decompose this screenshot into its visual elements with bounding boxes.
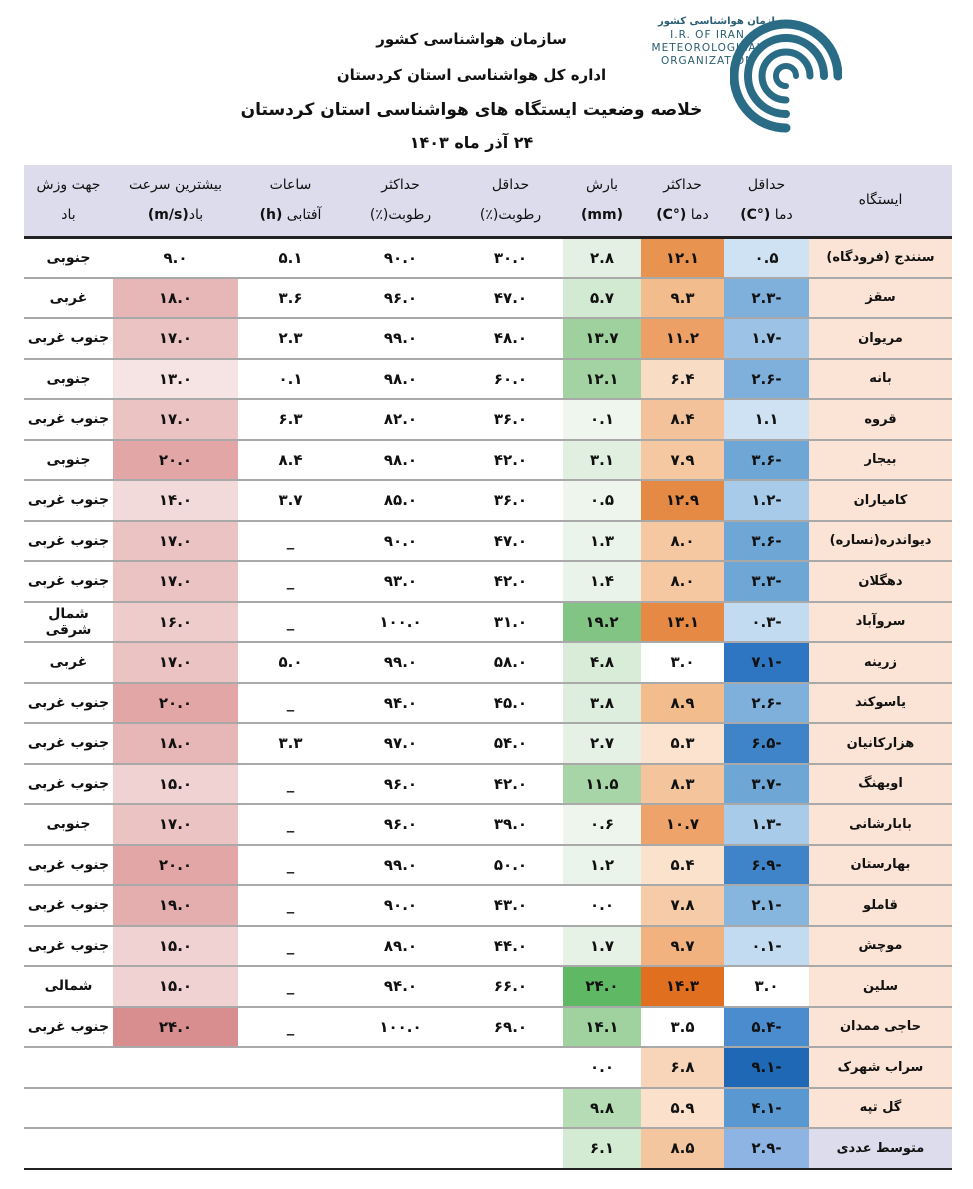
table-row (24, 440, 952, 481)
precipitation-cell: ۱۳.۷ (563, 318, 641, 359)
max-temp-cell: ۳.۰ (641, 642, 724, 683)
min-humidity-cell: ۳۶.۰ (458, 399, 563, 440)
max-temp-cell: ۱۳.۱ (641, 602, 724, 643)
station-name: بیجار (809, 440, 952, 481)
precipitation-cell: ۰.۰ (563, 1047, 641, 1088)
sunshine-cell (238, 1047, 343, 1088)
wind-direction-cell: جنوب غربی (24, 318, 113, 359)
station-name: قاملو (809, 885, 952, 926)
max-wind-cell: ۱۷.۰ (113, 521, 238, 562)
min-temp-cell: -۳.۷ (724, 764, 809, 805)
max-humidity-cell: ۱۰۰.۰ (343, 602, 458, 643)
min-humidity-cell: ۴۲.۰ (458, 561, 563, 602)
min-humidity-cell: ۳۹.۰ (458, 804, 563, 845)
max-wind-cell: ۱۶.۰ (113, 602, 238, 643)
precipitation-cell: ۲.۸ (563, 237, 641, 278)
min-humidity-cell: ۴۸.۰ (458, 318, 563, 359)
precipitation-cell: ۳.۱ (563, 440, 641, 481)
max-humidity-cell: ۹۴.۰ (343, 966, 458, 1007)
precipitation-cell: ۱۱.۵ (563, 764, 641, 805)
min-temp-cell: -۱.۲ (724, 480, 809, 521)
wind-direction-cell: جنوب غربی (24, 885, 113, 926)
max-humidity-cell (343, 1128, 458, 1169)
wind-direction-cell: جنوب غربی (24, 521, 113, 562)
wind-direction-cell: جنوبی (24, 804, 113, 845)
max-temp-cell: ۹.۳ (641, 278, 724, 319)
wind-direction-cell (24, 1088, 113, 1129)
table-row (24, 885, 952, 926)
min-temp-cell: -۲.۶ (724, 359, 809, 400)
table-row (24, 480, 952, 521)
precipitation-cell: ۰.۵ (563, 480, 641, 521)
table-row (24, 602, 952, 643)
max-wind-cell: ۹.۰ (113, 237, 238, 278)
max-humidity-cell (343, 1088, 458, 1129)
max-temp-cell: ۷.۸ (641, 885, 724, 926)
max-wind-cell: ۱۵.۰ (113, 764, 238, 805)
max-wind-cell: ۱۵.۰ (113, 966, 238, 1007)
station-name: سراب شهرک (809, 1047, 952, 1088)
min-humidity-cell: ۶۶.۰ (458, 966, 563, 1007)
col-min-temp: حداقل دما (°C) (724, 165, 809, 237)
sunshine-cell (238, 1088, 343, 1129)
wind-direction-cell: جنوب غربی (24, 764, 113, 805)
table-row (24, 318, 952, 359)
min-humidity-cell: ۳۰.۰ (458, 237, 563, 278)
max-temp-cell: ۶.۴ (641, 359, 724, 400)
sunshine-cell: _ (238, 764, 343, 805)
report-header (0, 0, 973, 165)
max-wind-cell: ۲۴.۰ (113, 1007, 238, 1048)
max-temp-cell: ۶.۸ (641, 1047, 724, 1088)
report-date: ۲۴ آذر ماه ۱۴۰۳ (409, 133, 534, 152)
wind-direction-cell: جنوب غربی (24, 561, 113, 602)
table-row (24, 1088, 952, 1129)
sunshine-cell: _ (238, 683, 343, 724)
min-temp-cell: -۱.۷ (724, 318, 809, 359)
max-wind-cell (113, 1128, 238, 1169)
table-row (24, 399, 952, 440)
wind-direction-cell: جنوبی (24, 359, 113, 400)
min-temp-cell: -۲.۱ (724, 885, 809, 926)
stations-table (24, 165, 952, 1170)
min-temp-cell: ۱.۱ (724, 399, 809, 440)
logo-emblem-icon (730, 16, 842, 134)
max-humidity-cell: ۹۰.۰ (343, 237, 458, 278)
wind-direction-cell: جنوبی (24, 237, 113, 278)
max-wind-cell: ۱۸.۰ (113, 278, 238, 319)
precipitation-cell: ۰.۱ (563, 399, 641, 440)
wind-direction-cell: غربی (24, 278, 113, 319)
max-wind-cell: ۱۷.۰ (113, 804, 238, 845)
min-humidity-cell: ۵۸.۰ (458, 642, 563, 683)
min-temp-cell: -۷.۱ (724, 642, 809, 683)
max-wind-cell: ۱۷.۰ (113, 318, 238, 359)
precipitation-cell: ۶.۱ (563, 1128, 641, 1169)
station-name: بانه (809, 359, 952, 400)
sunshine-cell: _ (238, 845, 343, 886)
max-wind-cell: ۱۹.۰ (113, 885, 238, 926)
min-temp-cell: -۴.۱ (724, 1088, 809, 1129)
precipitation-cell: ۱.۷ (563, 926, 641, 967)
min-temp-cell: -۶.۹ (724, 845, 809, 886)
precipitation-cell: ۱.۲ (563, 845, 641, 886)
max-humidity-cell: ۹۷.۰ (343, 723, 458, 764)
table-row (24, 926, 952, 967)
col-max-humidity: حداکثر رطوبت(٪) (343, 165, 458, 237)
wind-direction-cell: جنوب غربی (24, 1007, 113, 1048)
min-humidity-cell (458, 1128, 563, 1169)
min-humidity-cell: ۴۳.۰ (458, 885, 563, 926)
precipitation-cell: ۲۴.۰ (563, 966, 641, 1007)
max-wind-cell: ۱۵.۰ (113, 926, 238, 967)
max-temp-cell: ۵.۴ (641, 845, 724, 886)
min-temp-cell: -۳.۶ (724, 521, 809, 562)
min-temp-cell: -۲.۶ (724, 683, 809, 724)
max-temp-cell: ۸.۰ (641, 561, 724, 602)
sunshine-cell: _ (238, 926, 343, 967)
org-name: سازمان هواشناسی کشور (376, 30, 567, 48)
max-temp-cell: ۸.۴ (641, 399, 724, 440)
station-name: کامیاران (809, 480, 952, 521)
max-humidity-cell: ۹۹.۰ (343, 845, 458, 886)
max-humidity-cell: ۹۴.۰ (343, 683, 458, 724)
station-name: اویهنگ (809, 764, 952, 805)
sunshine-cell: ۵.۱ (238, 237, 343, 278)
max-temp-cell: ۳.۵ (641, 1007, 724, 1048)
min-humidity-cell: ۳۶.۰ (458, 480, 563, 521)
sunshine-cell: _ (238, 966, 343, 1007)
max-wind-cell (113, 1047, 238, 1088)
station-name: موچش (809, 926, 952, 967)
logo-english-text: I.R. OF IRAN METEOROLOGICAL ORGANIZATION (651, 29, 764, 67)
precipitation-cell: ۱۲.۱ (563, 359, 641, 400)
table-row (24, 561, 952, 602)
max-wind-cell: ۲۰.۰ (113, 845, 238, 886)
wind-direction-cell (24, 1047, 113, 1088)
max-temp-cell: ۸.۳ (641, 764, 724, 805)
max-humidity-cell: ۸۹.۰ (343, 926, 458, 967)
min-humidity-cell: ۴۷.۰ (458, 278, 563, 319)
table-row (24, 521, 952, 562)
table-row (24, 1047, 952, 1088)
sunshine-cell: ۶.۳ (238, 399, 343, 440)
precipitation-cell: ۳.۸ (563, 683, 641, 724)
min-humidity-cell: ۴۲.۰ (458, 764, 563, 805)
min-humidity-cell: ۴۲.۰ (458, 440, 563, 481)
sunshine-cell: ۰.۱ (238, 359, 343, 400)
col-max-wind-speed: بیشترین سرعت باد(m/s) (113, 165, 238, 237)
sunshine-cell: ۵.۰ (238, 642, 343, 683)
table-row (24, 723, 952, 764)
min-humidity-cell: ۴۴.۰ (458, 926, 563, 967)
station-name: بهارستان (809, 845, 952, 886)
sunshine-cell: ۳.۳ (238, 723, 343, 764)
table-row (24, 764, 952, 805)
min-temp-cell: -۱.۳ (724, 804, 809, 845)
table-row (24, 1128, 952, 1169)
sunshine-cell: _ (238, 804, 343, 845)
precipitation-cell: ۱۹.۲ (563, 602, 641, 643)
max-temp-cell: ۱۲.۹ (641, 480, 724, 521)
col-wind-direction: جهت وزش باد (24, 165, 113, 237)
max-humidity-cell: ۱۰۰.۰ (343, 1007, 458, 1048)
table-row (24, 845, 952, 886)
precipitation-cell: ۴.۸ (563, 642, 641, 683)
table-row (24, 278, 952, 319)
min-temp-cell: -۰.۳ (724, 602, 809, 643)
station-name: مریوان (809, 318, 952, 359)
max-wind-cell: ۲۰.۰ (113, 683, 238, 724)
sunshine-cell: _ (238, 602, 343, 643)
precipitation-cell: ۵.۷ (563, 278, 641, 319)
min-temp-cell: -۵.۴ (724, 1007, 809, 1048)
sunshine-cell (238, 1128, 343, 1169)
min-temp-cell: -۹.۱ (724, 1047, 809, 1088)
max-humidity-cell: ۸۵.۰ (343, 480, 458, 521)
min-humidity-cell: ۶۰.۰ (458, 359, 563, 400)
wind-direction-cell (24, 1128, 113, 1169)
wind-direction-cell: جنوب غربی (24, 845, 113, 886)
min-humidity-cell (458, 1047, 563, 1088)
max-humidity-cell: ۹۸.۰ (343, 440, 458, 481)
station-name: سنندج (فرودگاه) (809, 237, 952, 278)
table-row (24, 683, 952, 724)
precipitation-cell: ۹.۸ (563, 1088, 641, 1129)
station-name: متوسط عددی (809, 1128, 952, 1169)
table-row (24, 359, 952, 400)
sunshine-cell: _ (238, 885, 343, 926)
wind-direction-cell: شمالی (24, 966, 113, 1007)
sunshine-cell: _ (238, 1007, 343, 1048)
table-row (24, 642, 952, 683)
precipitation-cell: ۱۴.۱ (563, 1007, 641, 1048)
wind-direction-cell: جنوبی (24, 440, 113, 481)
sunshine-cell: ۸.۴ (238, 440, 343, 481)
max-temp-cell: ۸.۰ (641, 521, 724, 562)
precipitation-cell: ۰.۰ (563, 885, 641, 926)
max-humidity-cell (343, 1047, 458, 1088)
min-temp-cell: ۰.۵ (724, 237, 809, 278)
sunshine-cell: ۳.۷ (238, 480, 343, 521)
wind-direction-cell: جنوب غربی (24, 683, 113, 724)
min-temp-cell: -۳.۳ (724, 561, 809, 602)
station-name: هزارکانیان (809, 723, 952, 764)
max-wind-cell: ۱۷.۰ (113, 561, 238, 602)
max-wind-cell: ۱۷.۰ (113, 642, 238, 683)
station-name: سروآباد (809, 602, 952, 643)
table-row (24, 1007, 952, 1048)
table-header-row (24, 165, 952, 237)
col-max-temp: حداکثر دما (°C) (641, 165, 724, 237)
min-humidity-cell: ۵۰.۰ (458, 845, 563, 886)
wind-direction-cell: شمال شرقی (24, 602, 113, 643)
max-temp-cell: ۵.۳ (641, 723, 724, 764)
wind-direction-cell: جنوب غربی (24, 723, 113, 764)
max-temp-cell: ۱۴.۳ (641, 966, 724, 1007)
max-humidity-cell: ۹۰.۰ (343, 521, 458, 562)
max-humidity-cell: ۹۰.۰ (343, 885, 458, 926)
max-humidity-cell: ۹۶.۰ (343, 278, 458, 319)
station-name: یاسوکند (809, 683, 952, 724)
max-wind-cell: ۱۸.۰ (113, 723, 238, 764)
station-name: گل تپه (809, 1088, 952, 1129)
max-humidity-cell: ۹۸.۰ (343, 359, 458, 400)
table-row (24, 237, 952, 278)
station-name: حاجی ممدان (809, 1007, 952, 1048)
min-humidity-cell: ۴۷.۰ (458, 521, 563, 562)
min-humidity-cell: ۵۴.۰ (458, 723, 563, 764)
max-humidity-cell: ۹۶.۰ (343, 764, 458, 805)
sunshine-cell: _ (238, 561, 343, 602)
min-humidity-cell: ۳۱.۰ (458, 602, 563, 643)
station-name: قروه (809, 399, 952, 440)
max-humidity-cell: ۹۶.۰ (343, 804, 458, 845)
sunshine-cell: _ (238, 521, 343, 562)
meteorological-organization-logo (640, 12, 845, 132)
table-row (24, 804, 952, 845)
max-humidity-cell: ۸۲.۰ (343, 399, 458, 440)
max-temp-cell: ۷.۹ (641, 440, 724, 481)
max-wind-cell: ۱۴.۰ (113, 480, 238, 521)
max-wind-cell: ۲۰.۰ (113, 440, 238, 481)
min-temp-cell: -۰.۱ (724, 926, 809, 967)
min-temp-cell: ۳.۰ (724, 966, 809, 1007)
max-temp-cell: ۸.۹ (641, 683, 724, 724)
office-name: اداره کل هواشناسی استان کردستان (336, 66, 607, 84)
max-wind-cell (113, 1088, 238, 1129)
max-humidity-cell: ۹۳.۰ (343, 561, 458, 602)
max-humidity-cell: ۹۹.۰ (343, 642, 458, 683)
max-temp-cell: ۹.۷ (641, 926, 724, 967)
col-min-humidity: حداقل رطوبت(٪) (458, 165, 563, 237)
max-temp-cell: ۱۱.۲ (641, 318, 724, 359)
station-name: زرینه (809, 642, 952, 683)
table-row (24, 966, 952, 1007)
max-temp-cell: ۱۲.۱ (641, 237, 724, 278)
min-temp-cell: -۶.۵ (724, 723, 809, 764)
max-humidity-cell: ۹۹.۰ (343, 318, 458, 359)
sunshine-cell: ۲.۳ (238, 318, 343, 359)
min-temp-cell: -۳.۶ (724, 440, 809, 481)
min-humidity-cell (458, 1088, 563, 1129)
min-temp-cell: -۲.۳ (724, 278, 809, 319)
wind-direction-cell: جنوب غربی (24, 926, 113, 967)
station-name: سلین (809, 966, 952, 1007)
precipitation-cell: ۱.۴ (563, 561, 641, 602)
max-wind-cell: ۱۳.۰ (113, 359, 238, 400)
min-humidity-cell: ۶۹.۰ (458, 1007, 563, 1048)
station-name: بابارشانی (809, 804, 952, 845)
precipitation-cell: ۲.۷ (563, 723, 641, 764)
precipitation-cell: ۱.۳ (563, 521, 641, 562)
station-name: دهگلان (809, 561, 952, 602)
max-wind-cell: ۱۷.۰ (113, 399, 238, 440)
col-station: ایستگاه (809, 165, 952, 237)
min-humidity-cell: ۴۵.۰ (458, 683, 563, 724)
station-name: سقز (809, 278, 952, 319)
precipitation-cell: ۰.۶ (563, 804, 641, 845)
max-temp-cell: ۵.۹ (641, 1088, 724, 1129)
min-temp-cell: -۲.۹ (724, 1128, 809, 1169)
station-name: دیواندره(نساره) (809, 521, 952, 562)
col-precipitation: بارش (mm) (563, 165, 641, 237)
report-title: خلاصه وضعیت ایستگاه های هواشناسی استان کردستان (240, 100, 703, 120)
max-temp-cell: ۱۰.۷ (641, 804, 724, 845)
wind-direction-cell: جنوب غربی (24, 399, 113, 440)
logo-persian-text: سازمان هواشناسی کشور (658, 16, 786, 27)
wind-direction-cell: غربی (24, 642, 113, 683)
max-temp-cell: ۸.۵ (641, 1128, 724, 1169)
sunshine-cell: ۳.۶ (238, 278, 343, 319)
col-sunshine-hours: ساعات آفتابی (h) (238, 165, 343, 237)
wind-direction-cell: جنوب غربی (24, 480, 113, 521)
